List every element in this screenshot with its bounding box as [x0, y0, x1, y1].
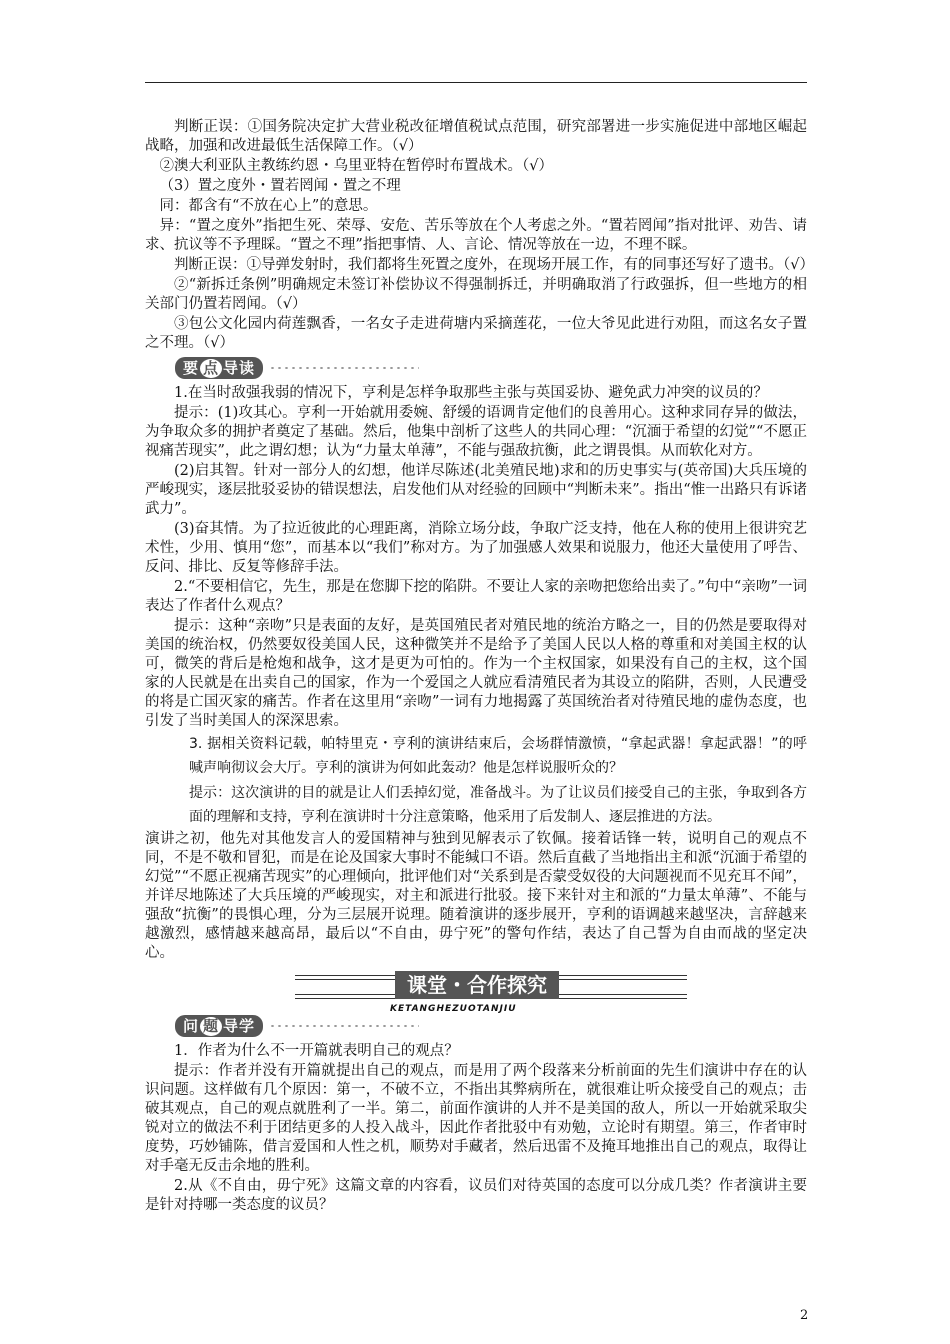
header-rule: [145, 82, 807, 83]
answer: 演讲之初，他先对其他发言人的爱国精神与独到见解表示了钦佩。接着话锋一转，说明自己的观点不同，不是不敬和冒犯，而是在论及国家大事时不能缄口不语。然后直截了当地指出主和派“沉湎于希望的幻觉”“不愿正视痛苦现实”的心理倾向，批评他们对“关系到是否蒙受奴役的大问题视而不见充耳不闻”，并详尽地陈述了大兵压境的严峻现实，对主和派进行批驳。接下来针对主和派的“力量太单薄”、不能与强敌“抗衡”的畏惧心理，分为三层展开说理。随着演讲的逐步展开，亨利的语调越来越坚决，言辞越来越激烈，感情越来越高昂，最后以“不自由，毋宁死”的警句作结，表达了自己誓为自由而战的坚定决心。: [145, 831, 807, 961]
answer: (3)奋其情。为了拉近彼此的心理距离，消除立场分歧，争取广泛支持，他在人称的使用上很讲究艺术性，少用、慎用“您”，而基本以“我们”称对方。为了加强感人效果和说服力，他还大量使用了呼告、反问、排比、反复等修辞手法。: [145, 521, 807, 575]
paragraph: ②“新拆迁条例”明确规定未签订补偿协议不得强制拆迁，并明确取消了行政强拆，但一些地方的相关部门仍置若罔闻。（√）: [145, 277, 807, 312]
question: 3. 据相关资料记载，帕特里克・亨利的演讲结束后，会场群情激愤，“拿起武器！拿起武器！”的呼喊声响彻议会大厅。亨利的演讲为何如此轰动？他是怎样说服听众的？: [189, 736, 807, 776]
section-header-key-points: [175, 355, 807, 381]
paragraph: ③包公文化园内荷莲飘香，一名女子走进荷塘内采摘莲花，一位大爷见此进行劝阻，而这名女子置之不理。（√）: [145, 316, 807, 351]
paragraph: 异：“置之度外”指把生死、荣辱、安危、苦乐等放在个人考虑之外。“置若罔闻”指对批评、劝告、请求、抗议等不予理睬。“置之不理”指把事情、人、言论、情况等放在一边，不理不睬。: [145, 218, 807, 253]
question: 2.从《不自由，毋宁死》这篇文章的内容看，议员们对待英国的态度可以分成几类？作者演讲主要是针对持哪一类态度的议员？: [145, 1178, 807, 1213]
dotted-decoration: [269, 1023, 419, 1029]
dotted-decoration: [269, 365, 419, 371]
section-badge: [175, 1015, 263, 1037]
badge-char: 问: [183, 1016, 200, 1035]
question: 2.“不要相信它，先生，那是在您脚下挖的陷阱。不要让人家的亲吻把您给出卖了。”句中“亲吻”一词表达了作者什么观点？: [145, 579, 807, 614]
answer: (2)启其智。针对一部分人的幻想，他详尽陈述(北美殖民地)求和的历史事实与(英帝国)大兵压境的严峻现实，逐层批驳妥协的错误想法，启发他们从对经验的回顾中“判断未来”。指出“惟一出路只有诉诸武力”。: [145, 463, 807, 517]
badge-char-highlight: 题: [200, 1017, 222, 1036]
banner-subtitle: KETANGHEZUOTANJIU: [390, 1004, 517, 1014]
document-body: [145, 118, 814, 1216]
paragraph: ②澳大利亚队主教练约恩・乌里亚特在暂停时布置战术。（√）: [159, 158, 553, 174]
paragraph: （3）置之度外・置若罔闻・置之不理: [159, 178, 401, 194]
question: 1．作者为什么不一开篇就表明自己的观点？: [174, 1043, 459, 1059]
badge-text: 导学: [223, 1016, 256, 1035]
answer: 提示：这种“亲吻”只是表面的友好，是英国殖民者对殖民地的统治方略之一，目的仍然是要取得对美国的统治权，仍然要奴役美国人民，这种微笑并不是给予了美国人民以人格的尊重和对美国主权的认可，微笑的背后是枪炮和战争，这才是更为可怕的。作为一个主权国家，如果没有自己的主权，这个国家的人民就是在出卖自己的国家，作为一个爱国之人就应看清殖民者为其设立的陷阱，否则，人民遭受的将是亡国灭家的痛苦。作者在这里用“亲吻”一词有力地揭露了英国统治者对待殖民地的虚伪态度，也引发了当时美国人的深深思索。: [145, 618, 807, 729]
page-number: 2: [800, 1308, 809, 1323]
paragraph: 判断正误：①导弹发射时，我们都将生死置之度外，在现场开展工作，有的同事还写好了遗书。（√）: [174, 257, 814, 273]
badge-text: 导读: [223, 358, 256, 377]
answer: 提示：(1)攻其心。亨利一开始就用委婉、舒缓的语调肯定他们的良善用心。这种求同存异的做法，为争取众多的拥护者奠定了基础。然后，他集中剖析了这些人的共同心理：“沉湎于希望的幻觉”“不愿正视痛苦现实”，此之谓幻想；认为“力量太单薄”，不能与强敌抗衡，此之谓畏惧。从而软化对方。: [145, 405, 807, 459]
question: 1.在当时敌强我弱的情况下，亨利是怎样争取那些主张与英国妥协、避免武力冲突的议员的？: [174, 385, 768, 401]
answer: 提示：作者并没有开篇就提出自己的观点，而是用了两个段落来分析前面的先生们演讲中存在的认识问题。这样做有几个原因：第一，不破不立，不指出其弊病所在，就很难让听众接受自己的观点；击破其观点，自己的观点就胜利了一半。第二，前面作演讲的人并不是美国的敌人，所以一开始就采取尖锐对立的做法不利于团结更多的人投入战斗，因此作者批驳中有劝勉，立论时有期望。第三，作者审时度势，巧妙铺陈，借言爱国和人性之机，顺势对手藏者，然后迅雷不及掩耳地推出自己的观点，取得让对手毫无反击余地的胜利。: [145, 1063, 807, 1174]
badge-char-highlight: 点: [200, 359, 222, 378]
badge-char: 要: [183, 358, 200, 377]
answer: 提示：这次演讲的目的就是让人们丢掉幻觉，准备战斗。为了让议员们接受自己的主张，争取到各方面的理解和支持，亨利在演讲时十分注意策略，他采用了后发制人、逐层推进的方法。: [189, 785, 807, 825]
paragraph: 同：都含有“不放在心上”的意思。: [159, 198, 378, 214]
section-banner: [145, 971, 807, 1014]
banner-title: 课堂・合作探究: [395, 971, 559, 999]
section-badge: [175, 357, 263, 379]
paragraph: 判断正误：①国务院决定扩大营业税改征增值税试点范围，研究部署进一步实施促进中部地区崛起战略，加强和改进最低生活保障工作。（√）: [145, 119, 807, 154]
